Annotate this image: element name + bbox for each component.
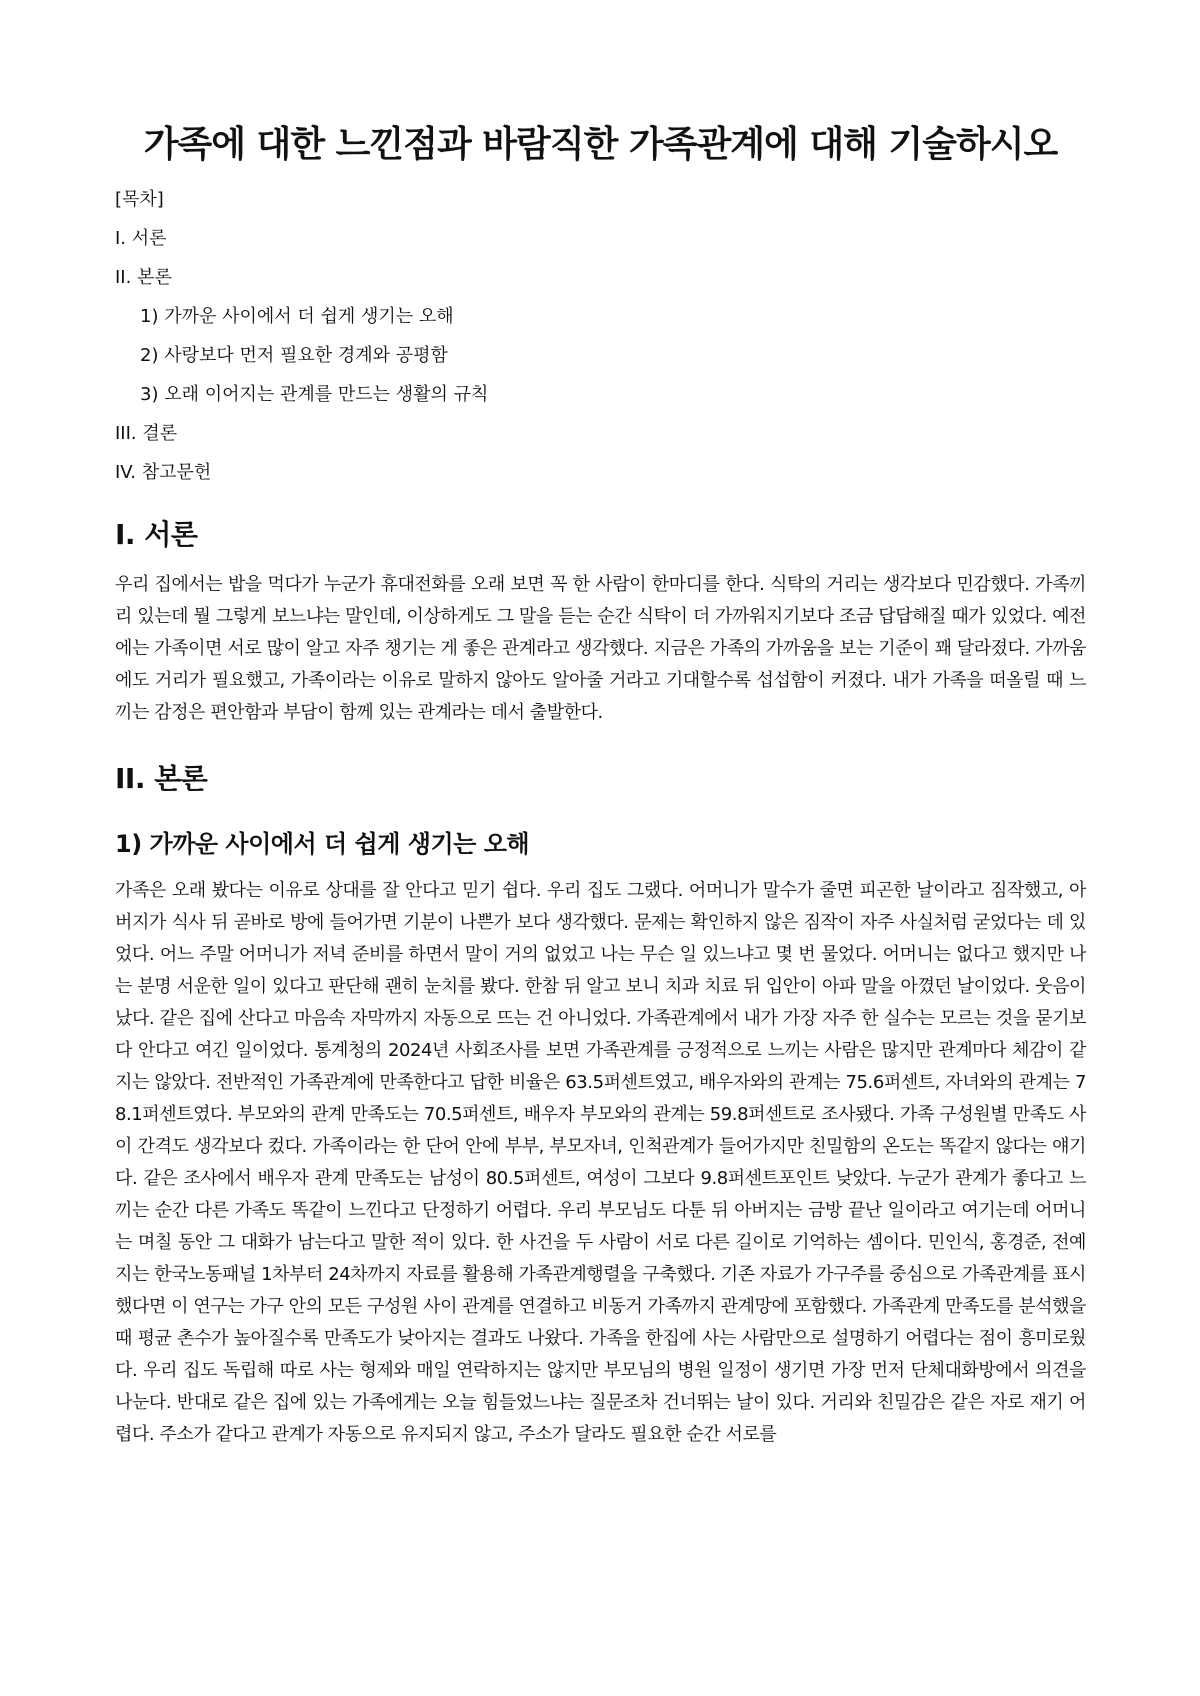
toc-subitem-2: 2) 사랑보다 먼저 필요한 경계와 공평함 bbox=[140, 345, 448, 366]
paragraph-introduction: 우리 집에서는 밥을 먹다가 누군가 휴대전화를 오래 보면 꼭 한 사람이 한마디를 한다. 식탁의 거리는 생각보다 민감했다. 가족끼리 있는데 뭘 그렇게 보느냐는 말인데, 이상하게도 그 말을 듣는 순간 식탁이 더 가까워지기보다 조금 답답해질 때가 있었다. 예전에는 가족이면 서로 많이 알고 자주 챙기는 게 좋은 관계라고 생각했다. 지금은 가족의 가까움을 보는 기준이 꽤 달라졌다. 가까움에도 거리가 필요했고, 가족이라는 이유로 말하지 않아도 알아줄 거라고 기대할수록 섭섭함이 커졌다. 내가 가족을 떠올릴 때 느끼는 감정은 편안함과 부담이 함께 있는 관계라는 데서 출발한다. bbox=[115, 574, 1086, 723]
toc-item-references: IV. 참고문헌 bbox=[115, 462, 212, 483]
toc-heading: [목차] bbox=[115, 189, 164, 210]
toc-subitem-3: 3) 오래 이어지는 관계를 만드는 생활의 규칙 bbox=[140, 384, 489, 405]
section-heading-introduction: I. 서론 bbox=[115, 518, 198, 551]
table-of-contents bbox=[115, 188, 1086, 485]
section-heading-body: II. 본론 bbox=[115, 762, 208, 795]
toc-item-conclusion: III. 결론 bbox=[115, 423, 178, 444]
paragraph-subsection-1: 가족은 오래 봤다는 이유로 상대를 잘 안다고 믿기 쉽다. 우리 집도 그랬다. 어머니가 말수가 줄면 피곤한 날이라고 짐작했고, 아버지가 식사 뒤 곧바로 방에 들어가면 기분이 나쁜가 보다 생각했다. 문제는 확인하지 않은 짐작이 자주 사실처럼 굳었다는 데 있었다. 어느 주말 어머니가 저녁 준비를 하면서 말이 거의 없었고 나는 무슨 일 있느냐고 몇 번 물었다. 어머니는 없다고 했지만 나는 분명 서운한 일이 있다고 판단해 괜히 눈치를 봤다. 한참 뒤 알고 보니 치과 치료 뒤 입안이 아파 말을 아꼈던 날이었다. 웃음이 났다. 같은 집에 산다고 마음속 자막까지 자동으로 뜨는 건 아니었다. 가족관계에서 내가 가장 자주 한 실수는 모르는 것을 묻기보다 안다고 여긴 일이었다. 통계청의 2024년 사회조사를 보면 가족관계를 긍정적으로 느끼는 사람은 많지만 관계마다 체감이 같지는 않았다. 전반적인 가족관계에 만족한다고 답한 비율은 63.5퍼센트였고, 배우자와의 관계는 75.6퍼센트, 자녀와의 관계는 78.1퍼센트였다. 부모와의 관계 만족도는 70.5퍼센트, 배우자 부모와의 관계는 59.8퍼센트로 조사됐다. 가족 구성원별 만족도 사이 간격도 생각보다 컸다. 가족이라는 한 단어 안에 부부, 부모자녀, 인척관계가 들어가지만 친밀함의 온도는 똑같지 않다는 얘기다. 같은 조사에서 배우자 관계 만족도는 남성이 80.5퍼센트, 여성이 그보다 9.8퍼센트포인트 낮았다. 누군가 관계가 좋다고 느끼는 순간 다른 가족도 똑같이 느낀다고 단정하기 어렵다. 우리 부모님도 다툰 뒤 아버지는 금방 끝난 일이라고 여기는데 어머니는 며칠 동안 그 대화가 남는다고 말한 적이 있다. 한 사건을 두 사람이 서로 다른 길이로 기억하는 셈이다. 민인식, 홍경준, 전예지는 한국노동패널 1차부터 24차까지 자료를 활용해 가족관계행렬을 구축했다. 기존 자료가 가구주를 중심으로 가족관계를 표시했다면 이 연구는 가구 안의 모든 구성원 사이 관계를 연결하고 비동거 가족까지 관계망에 포함했다. 가족관계 만족도를 분석했을 때 평균 촌수가 높아질수록 만족도가 낮아지는 결과도 나왔다. 가족을 한집에 사는 사람만으로 설명하기 어렵다는 점이 흥미로웠다. 우리 집도 독립해 따로 사는 형제와 매일 연락하지는 않지만 부모님의 병원 일정이 생기면 가장 먼저 단체대화방에서 의견을 나눈다. 반대로 같은 집에 있는 가족에게는 오늘 힘들었느냐는 질문조차 건너뛰는 날이 있다. 거리와 친밀감은 같은 자로 재기 어렵다. 주소가 같다고 관계가 자동으로 유지되지 않고, 주소가 달라도 필요한 순간 서로를 bbox=[115, 880, 1086, 1445]
subsection-heading-1: 1) 가까운 사이에서 더 쉽게 생기는 오해 bbox=[115, 830, 530, 858]
document-title: 가족에 대한 느낀점과 바람직한 가족관계에 대해 기술하시오 bbox=[143, 124, 1058, 165]
toc-item-intro: I. 서론 bbox=[115, 228, 167, 249]
section-introduction bbox=[115, 515, 1086, 729]
section-body bbox=[115, 759, 1086, 1451]
toc-item-body: II. 본론 bbox=[115, 267, 172, 288]
toc-subitem-1: 1) 가까운 사이에서 더 쉽게 생기는 오해 bbox=[140, 306, 454, 327]
